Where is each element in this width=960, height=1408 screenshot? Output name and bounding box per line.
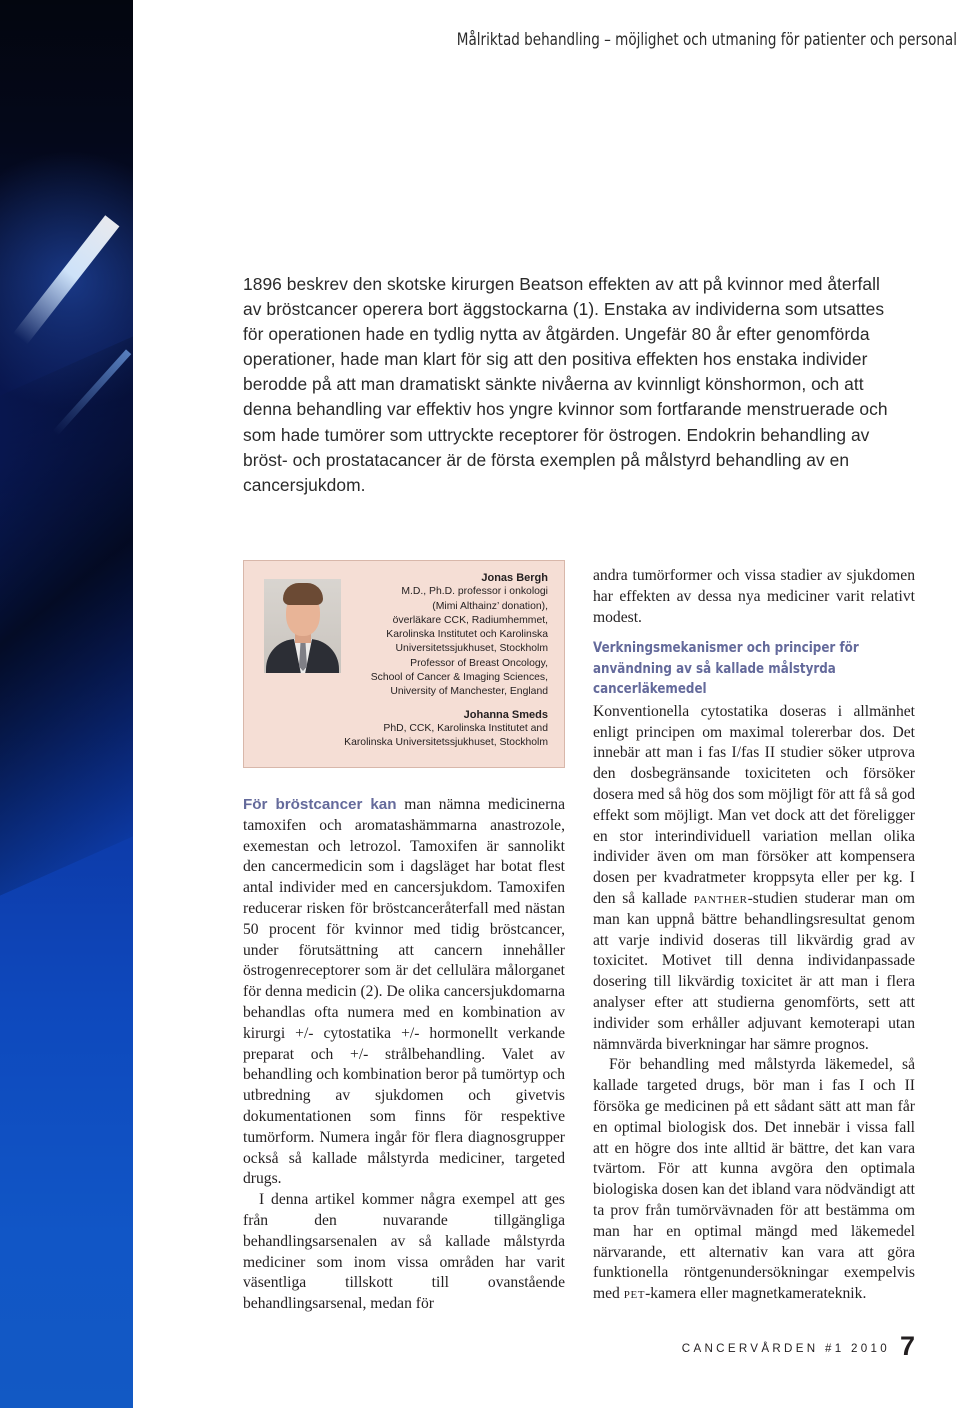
body-paragraph: [593, 1055, 915, 1305]
paragraph-text: -kamera eller magnetkamerateknik.: [645, 1285, 867, 1303]
author-name: Johanna Smeds: [463, 708, 548, 721]
author-credential: Universitetssjukhuset, Stockholm: [395, 643, 548, 655]
author-credential: School of Cancer & Imaging Sciences,: [370, 672, 548, 684]
page-footer: [682, 1330, 915, 1360]
intro-paragraph: 1896 beskrev den skotske kirurgen Beatson effekten av att på kvinnor med återfall av bröstcancer operera bort äggstockarna (1). Enstaka av individerna som utsattes för operationen hade en tydlig nytta av åtgärden. Ungefär 80 år efter genomförda operationer, hade man klart för sig att den positiva effekten hos enstaka individer berodde på att man dramatiskt sänkte nivåerna av kvinnligt könshormon, och att denna behandling var effektiv hos yngre kvinnor som fortfarande menstruerade och som hade tumörer som uttryckte receptorer för östrogen. Endokrin behandling av bröst- och prostatacancer är de första exemplen på målstyrd behandling av en cancersjukdom.: [243, 274, 888, 495]
author-name: Jonas Bergh: [481, 572, 548, 584]
running-header: Målriktad behandling – möjlighet och utmaning för patienter och personal: [456, 30, 957, 49]
section-heading: Verkningsmekanismer och principer för användning av så kallade målstyrda cancerläkemedel: [593, 640, 859, 698]
author-credential: Professor of Breast Oncology,: [410, 657, 548, 669]
body-column-left: [243, 795, 565, 1315]
body-paragraph: [243, 795, 565, 1190]
paragraph-text: Konventionella cytostatika doseras i allmänhet enligt principen om maximal tolererbar dos. Det innebär att man i fas I/fas II studier söker utprova den dosbegränsande toxiciteten och försöker dosera med så hög dos som möjligt för att få så god effekt som möjligt. Man vet dock att det föreligger en stor interindividuell variation mellan olika individer även om man försöker att kompensera dosen per kvadratmeter kroppsyta eller per kg. I den så kallade: [593, 702, 915, 908]
body-paragraph: andra tumörformer och vissa stadier av sjukdomen har effekten av dessa nya mediciner varit relativt modest.: [593, 567, 915, 626]
decorative-side-image: [0, 0, 133, 1408]
author-credential: University of Manchester, England: [390, 686, 548, 698]
author-credential: Karolinska Institutet och Karolinska: [386, 629, 548, 641]
page-number: 7: [899, 1331, 915, 1361]
author-credential: (Mimi Althainz’ donation),: [432, 600, 548, 612]
author-credential: M.D., Ph.D. professor i onkologi: [401, 586, 548, 598]
body-column-right: [593, 566, 915, 1305]
author-credential: överläkare CCK, Radiumhemmet,: [392, 614, 548, 626]
technique-name: pet: [623, 1285, 646, 1303]
author-info: [308, 571, 548, 751]
body-paragraph: [593, 702, 915, 1056]
body-paragraph: I denna artikel kommer några exempel att ges från den nuvarande tillgängliga behandlingsarsenalen av så kallade målstyrda mediciner som inom vissa områden har varit väsentliga tillskott till ovanstående behandlingsarsenal, medan för: [243, 1191, 565, 1313]
paragraph-text: man nämna medicinerna tamoxifen och aromatashämmarna anastrozole, exemestan och letrozol. Tamoxifen är sannolikt den cancermedicin som i dagsläget har botat flest antal individer med en cancersjukdom. Tamoxifen reducerar risken för bröstcanceråterfall med nästan 50 procent för kvinnor med tidig bröstcancer, under förutsättning att cancern innehåller östrogenreceptorer som är det cellulära målorganet för denna medicin (2). De olika cancersjukdomarna behandlas ofta numera med en kombination av kirurgi +/- cytostatika +/- hormonellt verkande preparat och +/- strålbehandling. Valet av behandling och kombination beror på tumörtyp och utbredning av sjukdomen och givetvis dokumentationen som finns för respektive tumörform. Numera ingår för flera diagnosgrupper också så kallade målstyrda mediciner, targeted drugs.: [243, 796, 565, 1188]
journal-name: CANCERVÅRDEN #1 2010: [681, 1342, 890, 1355]
study-name: panther: [693, 890, 748, 908]
author-credential: PhD, CCK, Karolinska Institutet and: [383, 722, 548, 734]
author-box: [243, 560, 565, 768]
paragraph-text: För behandling med målstyrda läkemedel, så kallade targeted drugs, bör man i fas I och II försöka ge medicinen på ett sådant sätt att man får en optimal biologisk dos. Det innebär i vissa fall att en högre dos inte alltid är bättre, det kan vara tvärtom. För att kunna avgöra den optimala biologiska dosen kan det ibland vara nödvändigt att ta prov från tumörvävnaden för att bestämma om man har en optimal mängd med läkemedel närvarande, ett alternativ kan vara att göra funktionella röntgenundersökningar exempelvis med: [593, 1056, 915, 1303]
lead-in: För bröstcancer kan: [243, 796, 397, 813]
paragraph-text: -studien studerar man om man kan uppnå bättre behandlingsresultat genom att varje individ doseras till likvärdig grad av toxicitet. Motivet till denna individanpassade dosering till likvärdig toxicitet är att man i flera analyser efter att studierna genomförts, sett att individer som erhåller adjuvant kemoterapi utan nämnvärda biverkningar har sämre prognos.: [593, 890, 915, 1053]
image-shadow-band: [0, 307, 133, 914]
author-credential: Karolinska Universitetssjukhuset, Stockholm: [344, 737, 548, 749]
